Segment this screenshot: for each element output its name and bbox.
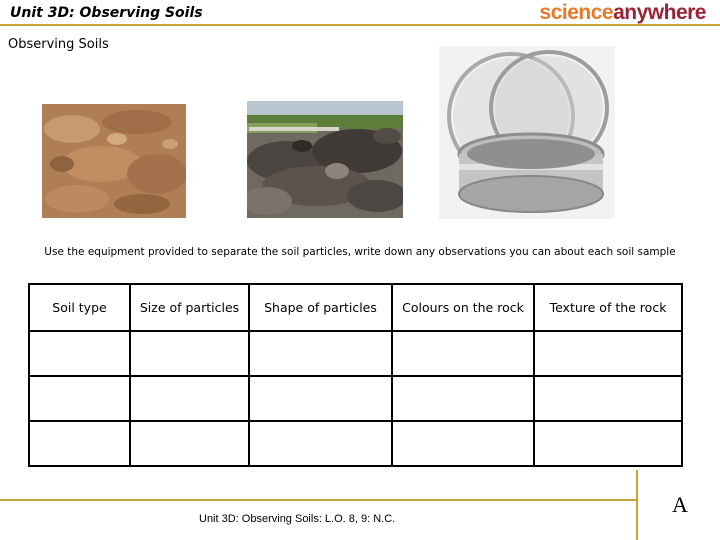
table-cell[interactable] [29, 421, 130, 466]
instruction-text: Use the equipment provided to separate the soil particles, write down any observations you can about each soil sample [44, 246, 676, 258]
header-texture-of-the-rock: Texture of the rock [534, 284, 682, 331]
level-badge: A [672, 492, 688, 517]
slide-subtitle: Observing Soils [8, 37, 109, 52]
science-anywhere-logo [540, 1, 706, 25]
table-cell[interactable] [392, 331, 534, 376]
footer-reference: Unit 3D: Observing Soils: L.O. 8, 9: N.C. [199, 513, 396, 525]
table-cell[interactable] [392, 421, 534, 466]
table-cell[interactable] [392, 376, 534, 421]
soil-sieves-photo [439, 46, 615, 219]
table-row [29, 376, 682, 421]
header-soil-type: Soil type [29, 284, 130, 331]
observation-table [28, 283, 683, 467]
table-cell[interactable] [534, 331, 682, 376]
table-cell[interactable] [130, 421, 249, 466]
footer-divider [0, 499, 637, 501]
table-header-row [29, 284, 682, 331]
table-cell[interactable] [249, 421, 392, 466]
table-row [29, 331, 682, 376]
footer-vertical-divider [636, 470, 638, 540]
table-cell[interactable] [130, 331, 249, 376]
table-cell[interactable] [249, 376, 392, 421]
header-shape-of-particles: Shape of particles [249, 284, 392, 331]
table-cell[interactable] [29, 376, 130, 421]
table-cell[interactable] [249, 331, 392, 376]
table-cell[interactable] [130, 376, 249, 421]
page-title: Unit 3D: Observing Soils [10, 5, 203, 21]
logo-part-anywhere: anywhere [613, 1, 706, 24]
table-cell[interactable] [534, 376, 682, 421]
table-cell[interactable] [534, 421, 682, 466]
header-colours-on-the-rock: Colours on the rock [392, 284, 534, 331]
header-divider [0, 24, 720, 26]
header-size-of-particles: Size of particles [130, 284, 249, 331]
logo-part-science: science [539, 1, 614, 24]
sand-soil-photo [42, 104, 186, 218]
table-row [29, 421, 682, 466]
table-cell[interactable] [29, 331, 130, 376]
rocky-soil-photo [247, 101, 403, 218]
